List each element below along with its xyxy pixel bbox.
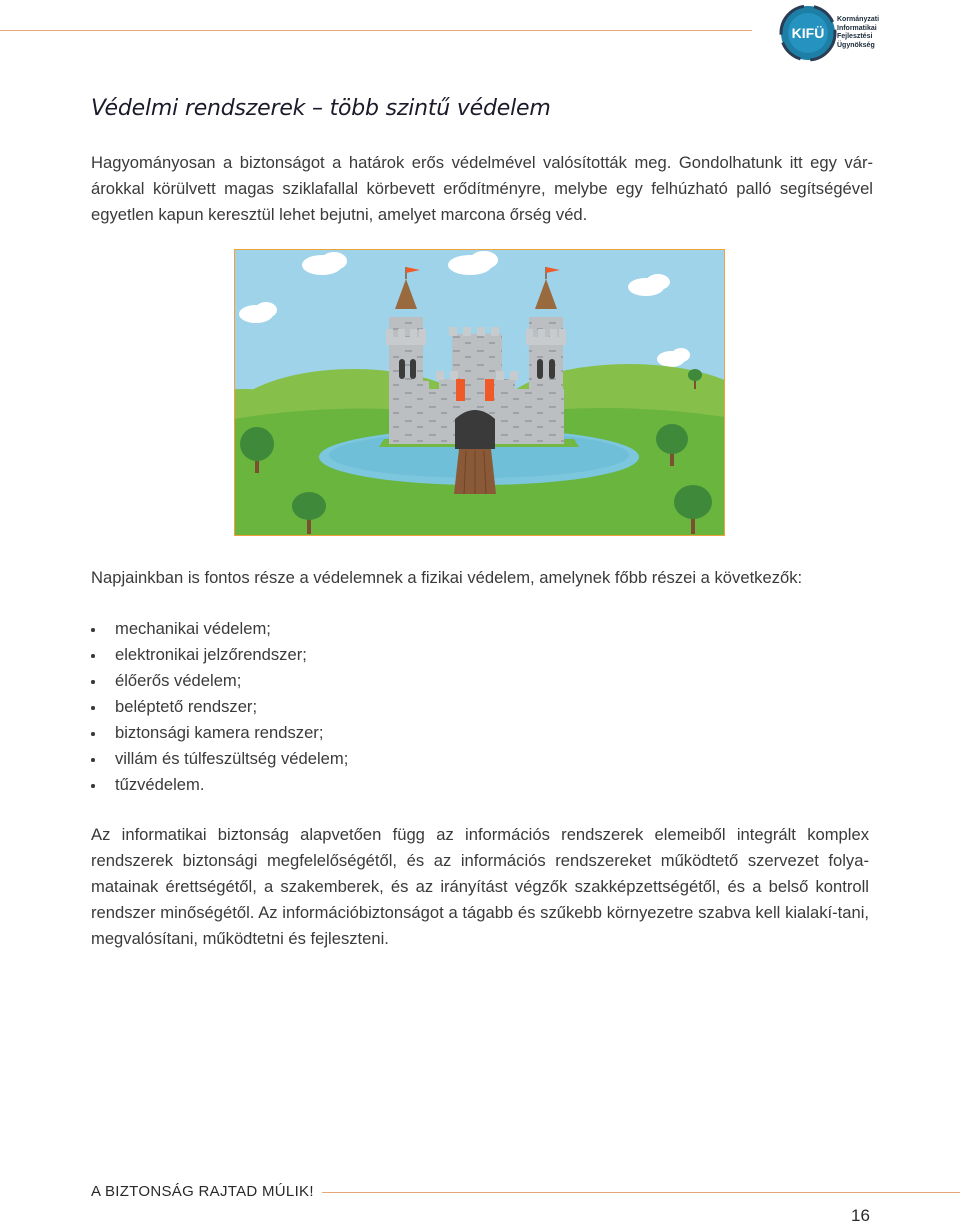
castle-image [234,249,725,536]
list-item: beléptető rendszer; [91,694,348,720]
header-rule [0,30,752,31]
logo-line: Informatikai [837,24,877,32]
list-item: biztonsági kamera rendszer; [91,720,348,746]
page-number: 16 [851,1206,870,1225]
logo-mark-text: KIFÜ [791,25,825,41]
list-item: mechanikai védelem; [91,616,348,642]
footer-title: A BIZTONSÁG RAJTAD MÚLIK! [91,1183,314,1200]
list-item: elektronikai jelzőrendszer; [91,642,348,668]
logo-line: Kormányzati [837,16,880,23]
logo-line: Fejlesztési [837,33,873,40]
physical-protection-list [91,616,348,798]
intro-paragraph: Hagyományosan a biztonságot a határok erős védelmével valósították meg. Gondolhatunk itt egy vár-árokkal körülvett magas sziklafallal körbevett erődítményre, melybe egy felhúzható palló segítségével egyetlen kapun keresztül lehet bejutni, amelyet marcona őrség véd. [91,153,873,224]
section-title: Védelmi rendszerek – több szintű védelem [91,96,551,121]
kifu-logo [778,4,898,62]
logo-wordmark [837,16,899,50]
castle-illustration [234,249,725,536]
logo-line: Ügynökség [837,41,875,49]
physical-protection-paragraph: Napjainkban is fontos része a védelemnek a fizikai védelem, amelynek főbb részei a következők: [91,568,803,587]
list-item: tűzvédelem. [91,772,348,798]
closing-paragraph: Az informatikai biztonság alapvetően függ az információs rendszerek elemeiből integrált komplex rendszerek biztonsági megfelelőségétől, és az információs rendszereket működtető szervezet folya-matainak érettségétől, a szakemberek, és az irányítást végzők szakképzettségétől, és a belső kontroll rendszer minőségétől. Az információbiztonságot a tágabb és szűkebb környezetre szabva kell kialakí-tani, megvalósítani, működtetni és fejleszteni. [91,825,869,948]
footer-rule [322,1192,960,1193]
list-item: villám és túlfeszültség védelem; [91,746,348,772]
list-item: élőerős védelem; [91,668,348,694]
kifu-logo-mark [778,4,840,62]
